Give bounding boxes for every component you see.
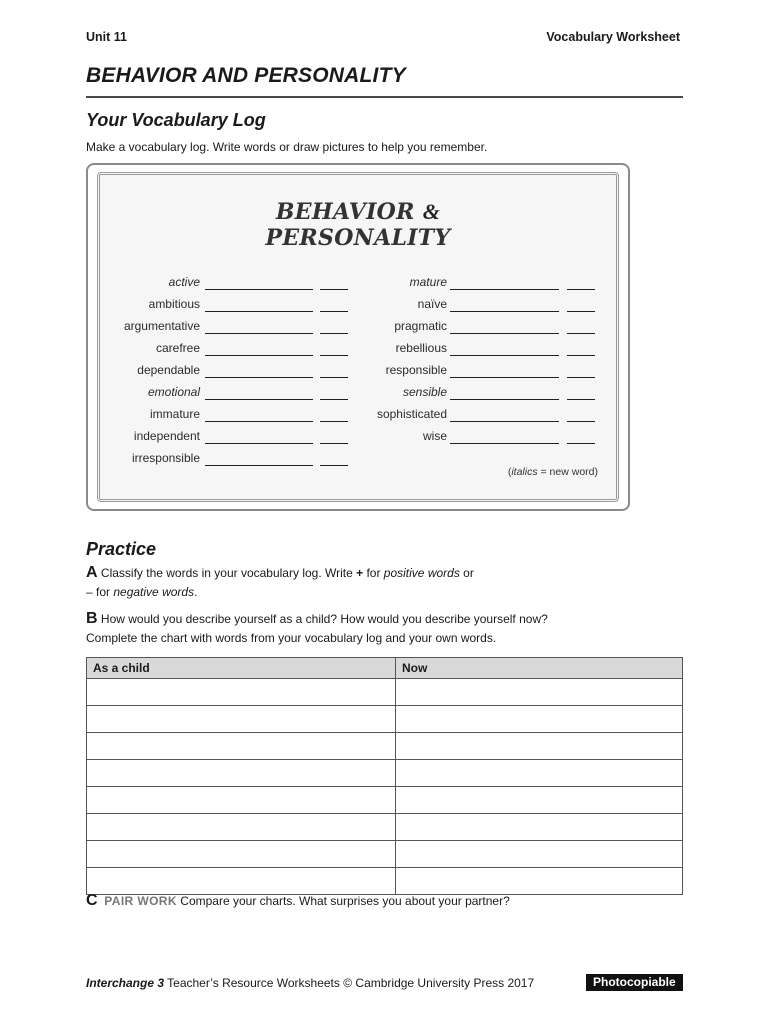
definition-blank[interactable] — [205, 465, 313, 466]
practice-heading: Practice — [86, 539, 157, 559]
card-title-line2: PERSONALITY — [265, 225, 451, 251]
now-cell[interactable] — [396, 706, 683, 733]
unit-label: Unit 11 — [86, 30, 127, 44]
note-italics: italics — [511, 466, 538, 478]
child-cell[interactable] — [87, 733, 396, 760]
worksheet-type: Vocabulary Worksheet — [546, 30, 680, 44]
exercise-c — [86, 893, 510, 909]
child-cell[interactable] — [87, 706, 396, 733]
definition-blank[interactable] — [450, 399, 559, 400]
exercise-b-text-2: Complete the chart with words from your vocabulary log and your own words. — [86, 631, 497, 645]
child-cell[interactable] — [87, 814, 396, 841]
exercise-a-text-1: Classify the words in your vocabulary log. Write — [97, 566, 357, 580]
vocab-word: responsible — [385, 363, 447, 377]
footer-brand: Interchange 3 — [86, 976, 165, 990]
negative-words: negative words — [113, 585, 195, 599]
italics-note — [508, 466, 598, 478]
now-cell[interactable] — [396, 868, 683, 895]
footer-credit — [86, 976, 534, 990]
footer-text: Teacher’s Resource Worksheets © Cambridge University Press 2017 — [164, 976, 535, 990]
title-divider — [86, 96, 683, 98]
child-cell[interactable] — [87, 760, 396, 787]
table-row — [87, 706, 683, 733]
now-cell[interactable] — [396, 679, 683, 706]
rating-blank[interactable] — [567, 333, 595, 334]
vocab-word: ambitious — [148, 297, 200, 311]
vocab-word: carefree — [155, 341, 200, 355]
vocab-row — [0, 319, 768, 341]
vocab-row — [0, 297, 768, 319]
vocab-row — [0, 429, 768, 451]
vocab-word: rebellious — [395, 341, 447, 355]
rating-blank[interactable] — [567, 443, 595, 444]
definition-blank[interactable] — [450, 311, 559, 312]
chart-header-row — [87, 658, 683, 679]
child-cell[interactable] — [87, 787, 396, 814]
vocab-word: sensible — [402, 385, 447, 399]
definition-blank[interactable] — [450, 289, 559, 290]
child-cell[interactable] — [87, 868, 396, 895]
exercise-b-letter: B — [86, 610, 98, 627]
child-cell[interactable] — [87, 841, 396, 868]
now-cell[interactable] — [396, 841, 683, 868]
header-as-a-child: As a child — [87, 658, 396, 679]
plus-sign: + — [356, 566, 364, 580]
now-cell[interactable] — [396, 814, 683, 841]
vocab-word: irresponsible — [131, 451, 200, 465]
vocab-word: pragmatic — [394, 319, 447, 333]
vocab-word: argumentative — [123, 319, 200, 333]
rating-blank[interactable] — [567, 289, 595, 290]
definition-blank[interactable] — [450, 443, 559, 444]
vocab-word: dependable — [137, 363, 200, 377]
describe-yourself-chart — [86, 657, 683, 895]
card-title-ampersand: & — [422, 199, 441, 224]
definition-blank[interactable] — [450, 377, 559, 378]
vocab-row — [0, 275, 768, 297]
vocab-word: independent — [133, 429, 200, 443]
definition-blank[interactable] — [450, 421, 559, 422]
now-cell[interactable] — [396, 733, 683, 760]
exercise-a — [86, 565, 474, 581]
vocab-word: immature — [149, 407, 200, 421]
rating-blank[interactable] — [320, 465, 348, 466]
vocab-row — [0, 407, 768, 429]
vocab-word: naïve — [417, 297, 447, 311]
exercise-a-line2 — [86, 584, 197, 600]
table-row — [87, 679, 683, 706]
exercise-a-text-3: or — [459, 566, 474, 580]
rating-blank[interactable] — [567, 311, 595, 312]
now-cell[interactable] — [396, 760, 683, 787]
vocab-log-heading: Your Vocabulary Log — [86, 110, 266, 130]
vocab-word: active — [168, 275, 200, 289]
page-title: BEHAVIOR AND PERSONALITY — [86, 64, 406, 87]
vocab-word: sophisticated — [376, 407, 447, 421]
exercise-a-letter: A — [86, 564, 98, 581]
rating-blank[interactable] — [567, 355, 595, 356]
definition-blank[interactable] — [450, 333, 559, 334]
exercise-a-text-2: for — [363, 566, 384, 580]
card-title-word: BEHAVIOR — [275, 199, 415, 225]
vocab-word: mature — [409, 275, 447, 289]
vocab-row — [0, 451, 768, 473]
pair-work-label: PAIR WORK — [104, 894, 177, 908]
note-rest: = new word) — [537, 466, 598, 478]
card-title-line1 — [97, 199, 619, 225]
exercise-b-text-1: How would you describe yourself as a child? How would you describe yourself now? — [97, 612, 548, 626]
table-row — [87, 814, 683, 841]
rating-blank[interactable] — [567, 399, 595, 400]
table-row — [87, 787, 683, 814]
vocab-word: wise — [422, 429, 447, 443]
header-now: Now — [396, 658, 683, 679]
table-row — [87, 760, 683, 787]
rating-blank[interactable] — [567, 377, 595, 378]
exercise-a-line2-1: – for — [86, 585, 114, 599]
table-row — [87, 841, 683, 868]
exercise-c-letter: C — [86, 892, 98, 909]
definition-blank[interactable] — [450, 355, 559, 356]
photocopiable-badge: Photocopiable — [586, 974, 683, 991]
now-cell[interactable] — [396, 787, 683, 814]
vocab-row — [0, 385, 768, 407]
vocab-word: emotional — [147, 385, 200, 399]
rating-blank[interactable] — [567, 421, 595, 422]
table-row — [87, 868, 683, 895]
table-row — [87, 733, 683, 760]
exercise-c-text: Compare your charts. What surprises you about your partner? — [176, 894, 510, 908]
positive-words: positive words — [383, 566, 460, 580]
exercise-b — [86, 611, 548, 627]
vocab-row — [0, 363, 768, 385]
exercise-a-line2-2: . — [194, 585, 198, 599]
child-cell[interactable] — [87, 679, 396, 706]
vocab-row — [0, 341, 768, 363]
note-open: ( — [507, 466, 512, 478]
vocab-log-instructions: Make a vocabulary log. Write words or draw pictures to help you remember. — [86, 140, 488, 154]
